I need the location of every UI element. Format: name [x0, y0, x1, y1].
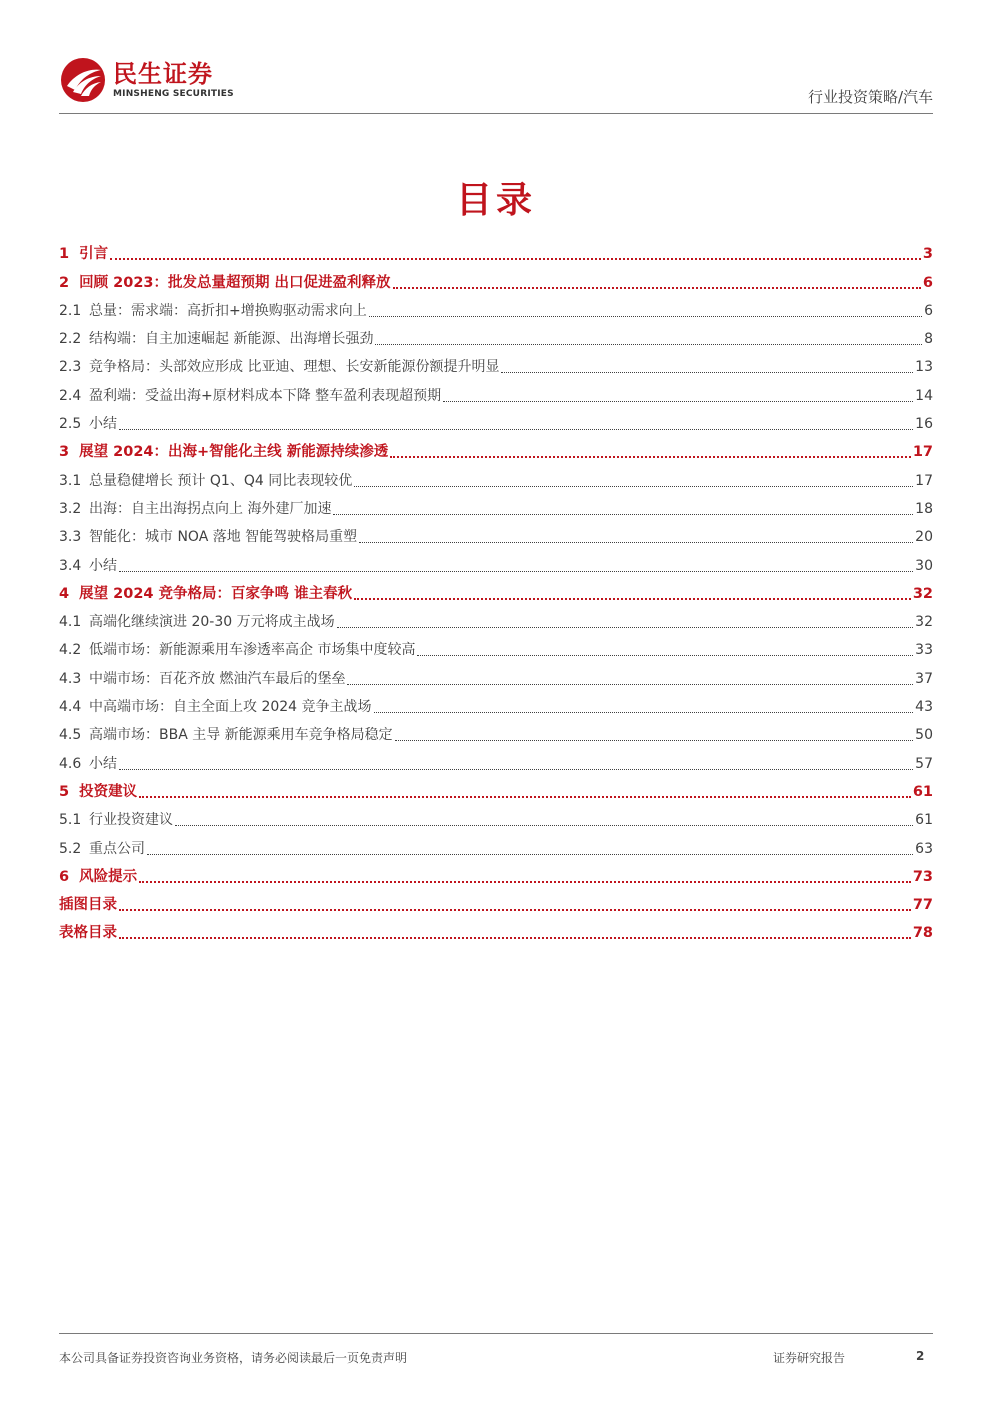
toc-leader-dots	[354, 485, 913, 487]
toc-entry[interactable]	[59, 434, 933, 462]
toc-entry[interactable]	[59, 264, 933, 292]
toc-section-number: 1	[59, 246, 70, 263]
toc-section-number: 4.1	[59, 614, 82, 631]
toc-entry[interactable]	[59, 293, 933, 321]
toc-leader-dots	[119, 936, 911, 939]
toc-entry[interactable]	[59, 774, 933, 802]
toc-page-number: 61	[912, 783, 933, 800]
toc-section-title: 高端化继续演进 20-30 万元将成主战场	[89, 614, 335, 631]
toc-page-number: 32	[912, 585, 933, 602]
toc-leader-dots	[139, 880, 911, 883]
toc-section-title: 行业投资建议	[89, 812, 173, 829]
toc-leader-dots	[110, 257, 921, 260]
toc-section-number: 4.2	[59, 642, 82, 659]
toc-section-title: 盈利端：受益出海+原材料成本下降 整车盈利表现超预期	[89, 387, 442, 404]
toc-section-title: 结构端：自主加速崛起 新能源、出海增长强劲	[89, 331, 374, 348]
toc-section-number: 5.1	[59, 812, 82, 829]
toc-page-number: 37	[915, 670, 933, 687]
toc-entry[interactable]	[59, 377, 933, 405]
toc-section-number: 4	[59, 585, 70, 602]
toc-page-number: 77	[912, 897, 933, 914]
toc-entry[interactable]	[59, 462, 933, 490]
minsheng-logo-icon	[59, 56, 107, 104]
toc-page-number: 50	[915, 727, 933, 744]
toc-section-title: 投资建议	[79, 783, 138, 800]
toc-section-title: 中端市场：百花齐放 燃油汽车最后的堡垒	[89, 670, 346, 687]
toc-entry[interactable]	[59, 236, 933, 264]
toc-section-title: 插图目录	[59, 897, 117, 914]
toc-entry[interactable]	[59, 632, 933, 660]
toc-entry[interactable]	[59, 802, 933, 830]
toc-section-title: 总量稳健增长 预计 Q1、Q4 同比表现较优	[89, 472, 353, 489]
toc-page-number: 3	[922, 246, 933, 263]
toc-section-title: 重点公司	[89, 840, 145, 857]
toc-entry[interactable]	[59, 915, 933, 943]
logo-chinese-name: 民生证券	[113, 60, 213, 88]
toc-section-title: 高端市场：BBA 主导 新能源乘用车竞争格局稳定	[89, 727, 393, 744]
toc-leader-dots	[333, 513, 913, 515]
toc-leader-dots	[337, 626, 914, 628]
toc-page-number: 63	[915, 840, 933, 857]
toc-section-number: 3.4	[59, 557, 82, 574]
toc-entry[interactable]	[59, 689, 933, 717]
toc-leader-dots	[119, 768, 913, 770]
toc-section-title: 表格目录	[59, 925, 117, 942]
toc-section-title: 展望 2024：出海+智能化主线 新能源持续渗透	[79, 444, 389, 461]
toc-leader-dots	[347, 683, 913, 685]
toc-section-title: 出海：自主出海拐点向上 海外建厂加速	[89, 500, 332, 517]
toc-leader-dots	[119, 908, 911, 911]
toc-leader-dots	[395, 739, 913, 741]
toc-entry[interactable]	[59, 887, 933, 915]
toc-section-title: 展望 2024 竞争格局：百家争鸣 谁主春秋	[79, 585, 353, 602]
toc-entry[interactable]	[59, 859, 933, 887]
toc-page-number: 57	[915, 755, 933, 772]
toc-leader-dots	[374, 711, 914, 713]
toc-section-number: 3.2	[59, 500, 82, 517]
toc-leader-dots	[369, 315, 922, 317]
toc-section-number: 4.6	[59, 755, 82, 772]
toc-entry[interactable]	[59, 660, 933, 688]
toc-section-number: 4.5	[59, 727, 82, 744]
toc-page-number: 16	[915, 416, 933, 433]
toc-page-number: 43	[915, 699, 933, 716]
toc-leader-dots	[417, 654, 913, 656]
toc-section-number: 2	[59, 274, 70, 291]
toc-section-title: 小结	[89, 416, 117, 433]
toc-section-title: 风险提示	[79, 868, 138, 885]
toc-entry[interactable]	[59, 576, 933, 604]
page-header	[59, 56, 933, 114]
toc-leader-dots	[359, 541, 913, 543]
toc-section-number: 2.1	[59, 302, 82, 319]
toc-section-number: 3.1	[59, 472, 82, 489]
toc-page-number: 6	[924, 302, 933, 319]
report-category: 行业投资策略/汽车	[807, 88, 933, 106]
toc-section-number: 6	[59, 868, 70, 885]
toc-leader-dots	[501, 371, 913, 373]
toc-section-number: 5	[59, 783, 70, 800]
toc-leader-dots	[175, 824, 913, 826]
toc-entry[interactable]	[59, 745, 933, 773]
table-of-contents	[59, 236, 933, 943]
toc-entry[interactable]	[59, 321, 933, 349]
toc-page-number: 73	[912, 868, 933, 885]
toc-section-title: 小结	[89, 755, 117, 772]
toc-page-number: 13	[915, 359, 933, 376]
page-title: 目录	[455, 180, 536, 221]
toc-entry[interactable]	[59, 830, 933, 858]
toc-section-title: 竞争格局：头部效应形成 比亚迪、理想、长安新能源份额提升明显	[89, 359, 500, 376]
header-divider	[59, 113, 933, 114]
toc-section-number: 5.2	[59, 840, 82, 857]
toc-leader-dots	[119, 570, 913, 572]
toc-section-title: 引言	[79, 246, 109, 263]
footer-divider	[59, 1333, 933, 1334]
toc-entry[interactable]	[59, 547, 933, 575]
toc-leader-dots	[443, 400, 913, 402]
toc-section-title: 智能化：城市 NOA 落地 智能驾驶格局重塑	[89, 529, 358, 546]
toc-page-number: 8	[924, 331, 933, 348]
footer-page-number: 2	[916, 1349, 925, 1363]
toc-section-title: 低端市场：新能源乘用车渗透率高企 市场集中度较高	[89, 642, 416, 659]
toc-page-number: 33	[915, 642, 933, 659]
toc-leader-dots	[139, 795, 911, 798]
toc-section-number: 2.4	[59, 387, 82, 404]
footer-disclaimer: 本公司具备证券投资咨询业务资格，请务必阅读最后一页免责声明	[59, 1351, 408, 1365]
toc-leader-dots	[390, 455, 911, 458]
toc-section-number: 3	[59, 444, 70, 461]
toc-entry[interactable]	[59, 406, 933, 434]
toc-section-number: 2.5	[59, 416, 82, 433]
toc-page-number: 6	[922, 274, 933, 291]
logo-english-name: MINSHENG SECURITIES	[113, 89, 234, 99]
toc-leader-dots	[119, 428, 913, 430]
toc-section-title: 回顾 2023：批发总量超预期 出口促进盈利释放	[79, 274, 391, 291]
toc-section-title: 小结	[89, 557, 117, 574]
logo	[59, 56, 234, 104]
toc-page-number: 14	[915, 387, 933, 404]
toc-entry[interactable]	[59, 349, 933, 377]
toc-section-title: 总量：需求端：高折扣+增换购驱动需求向上	[89, 302, 367, 319]
toc-leader-dots	[375, 343, 922, 345]
toc-leader-dots	[393, 286, 921, 289]
toc-entry[interactable]	[59, 491, 933, 519]
toc-section-title: 中高端市场：自主全面上攻 2024 竞争主战场	[89, 699, 372, 716]
toc-page-number: 32	[915, 614, 933, 631]
toc-entry[interactable]	[59, 717, 933, 745]
toc-page-number: 20	[915, 529, 933, 546]
toc-section-number: 2.2	[59, 331, 82, 348]
toc-page-number: 78	[912, 925, 933, 942]
toc-section-number: 2.3	[59, 359, 82, 376]
toc-entry[interactable]	[59, 519, 933, 547]
footer-report-type: 证券研究报告	[773, 1351, 846, 1365]
toc-page-number: 18	[915, 500, 933, 517]
toc-page-number: 17	[915, 472, 933, 489]
toc-page-number: 17	[912, 444, 933, 461]
toc-leader-dots	[147, 853, 913, 855]
toc-entry[interactable]	[59, 604, 933, 632]
toc-section-number: 4.3	[59, 670, 82, 687]
toc-page-number: 61	[915, 812, 933, 829]
toc-section-number: 3.3	[59, 529, 82, 546]
toc-page-number: 30	[915, 557, 933, 574]
toc-leader-dots	[354, 597, 911, 600]
toc-section-number: 4.4	[59, 699, 82, 716]
